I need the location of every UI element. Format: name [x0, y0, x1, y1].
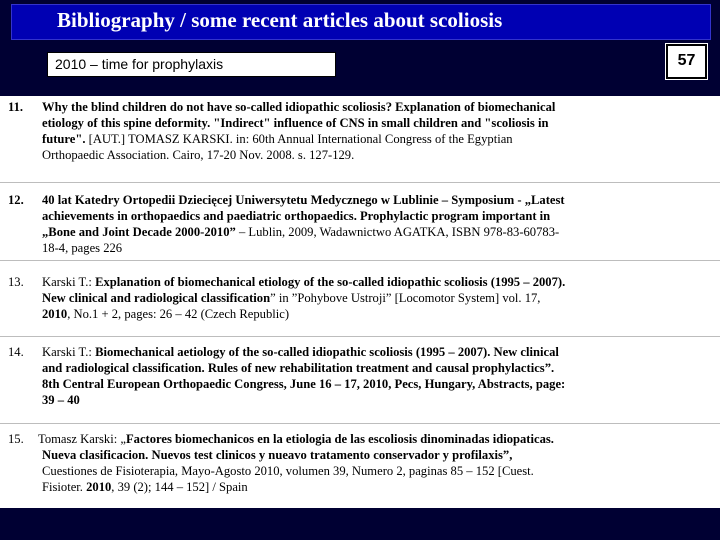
reference-line	[38, 431, 554, 447]
reference-line	[42, 479, 248, 495]
reference-line	[42, 344, 559, 360]
reference-text: Cuestiones de Fisioterapia, Mayo-Agosto 2010, volumen 39, Numero 2, paginas 85 – 152 [Cuest.	[42, 464, 534, 478]
reference-line	[42, 208, 550, 224]
subtitle-box	[47, 52, 336, 77]
title-bar	[11, 4, 711, 40]
reference-line	[42, 360, 554, 376]
reference-text: Karski T.:	[42, 275, 96, 289]
bibliography-list	[0, 96, 720, 508]
reference-line	[42, 240, 122, 256]
reference-line	[42, 192, 565, 208]
reference-line	[42, 392, 80, 408]
page-number-badge	[666, 44, 707, 79]
separator	[0, 336, 720, 337]
reference-line	[42, 447, 512, 463]
separator	[0, 182, 720, 183]
subtitle: 2010 – time for prophylaxis	[55, 56, 224, 72]
reference-number: 14.	[8, 345, 24, 359]
reference-number: 13.	[8, 275, 24, 289]
footer-band	[0, 508, 720, 540]
reference-text: Fisioter.	[42, 480, 87, 494]
reference-line	[42, 115, 548, 131]
separator	[0, 423, 720, 424]
reference-line	[42, 376, 565, 392]
reference-text: 18-4, pages 226	[42, 241, 123, 255]
reference-text: 8th Central European Orthopaedic Congress, June 16 – 17, 2010, Pecs, Hungary, Abstracts, page:	[42, 377, 566, 391]
reference-text: 2010	[86, 480, 112, 494]
reference-line	[42, 147, 354, 163]
reference-line	[42, 274, 565, 290]
reference-text: Biomechanical aetiology of the so-called idiopathic scoliosis (1995 – 2007). New clinical	[95, 345, 559, 359]
reference-text: , 39 (2); 144 – 152] / Spain	[111, 480, 248, 494]
reference-line	[42, 131, 513, 147]
reference-text: etiology of this spine deformity. "Indirect" influence of CNS in small children and "scoliosis in	[42, 116, 549, 130]
reference-number: 11.	[8, 100, 24, 114]
reference-line	[42, 463, 534, 479]
reference-text: Factores biomechanicos en la etiologia de las escoliosis dinominadas idiopaticas.	[125, 432, 554, 446]
reference-text: 39 – 40	[42, 393, 80, 407]
reference-text: future".	[42, 132, 89, 146]
reference-text: Explanation of biomechanical etiology of the so-called idiopathic scoliosis (1995 – 2007).	[95, 275, 566, 289]
reference-line	[42, 99, 555, 115]
page-number: 57	[677, 52, 696, 69]
reference-text: 2010	[42, 307, 68, 321]
reference-text: „Bone and Joint Decade 2000-2010”	[42, 225, 239, 239]
reference-text: Orthopaedic Association. Cairo, 17-20 Nov. 2008. s. 127-129.	[42, 148, 355, 162]
reference-text: [AUT.] TOMASZ KARSKI. in: 60th Annual International Congress of the Egyptian	[88, 132, 513, 146]
reference-line	[42, 290, 540, 306]
reference-line	[42, 224, 559, 240]
reference-text: – Lublin, 2009, Wadawnictwo AGATKA, ISBN 978-83-60783-	[238, 225, 560, 239]
reference-text: 40 lat Katedry Ortopedii Dziecięcej Uniwersytetu Medycznego w Lublinie – Symposium - „Latest	[42, 193, 565, 207]
reference-text: achievements in orthopaedics and paediatric orthopaedics. Prophylactic program important in	[42, 209, 551, 223]
reference-text: New clinical and radiological classification	[42, 291, 271, 305]
reference-text: and radiological classification. Rules of new rehabilitation treatment and causal prophylactics”.	[42, 361, 555, 375]
reference-text: Nueva clasificacion. Nuevos test clinicos y nueavo tratamento conservador y profilaxis”,	[42, 448, 513, 462]
reference-number: 12.	[8, 193, 24, 207]
reference-text: Why the blind children do not have so-called idiopathic scoliosis? Explanation of biomechanical	[42, 100, 556, 114]
reference-text: ” in ”Pohybove Ustroji” [Locomotor System] vol. 17,	[270, 291, 541, 305]
slide-title: Bibliography / some recent articles about scoliosis	[57, 8, 503, 32]
reference-text: , No.1 + 2, pages: 26 – 42 (Czech Republic)	[67, 307, 290, 321]
reference-text: Karski T.:	[42, 345, 96, 359]
separator	[0, 260, 720, 261]
reference-number: 15.	[8, 432, 24, 446]
reference-text: Tomasz Karski: „	[38, 432, 126, 446]
reference-line	[42, 306, 289, 322]
